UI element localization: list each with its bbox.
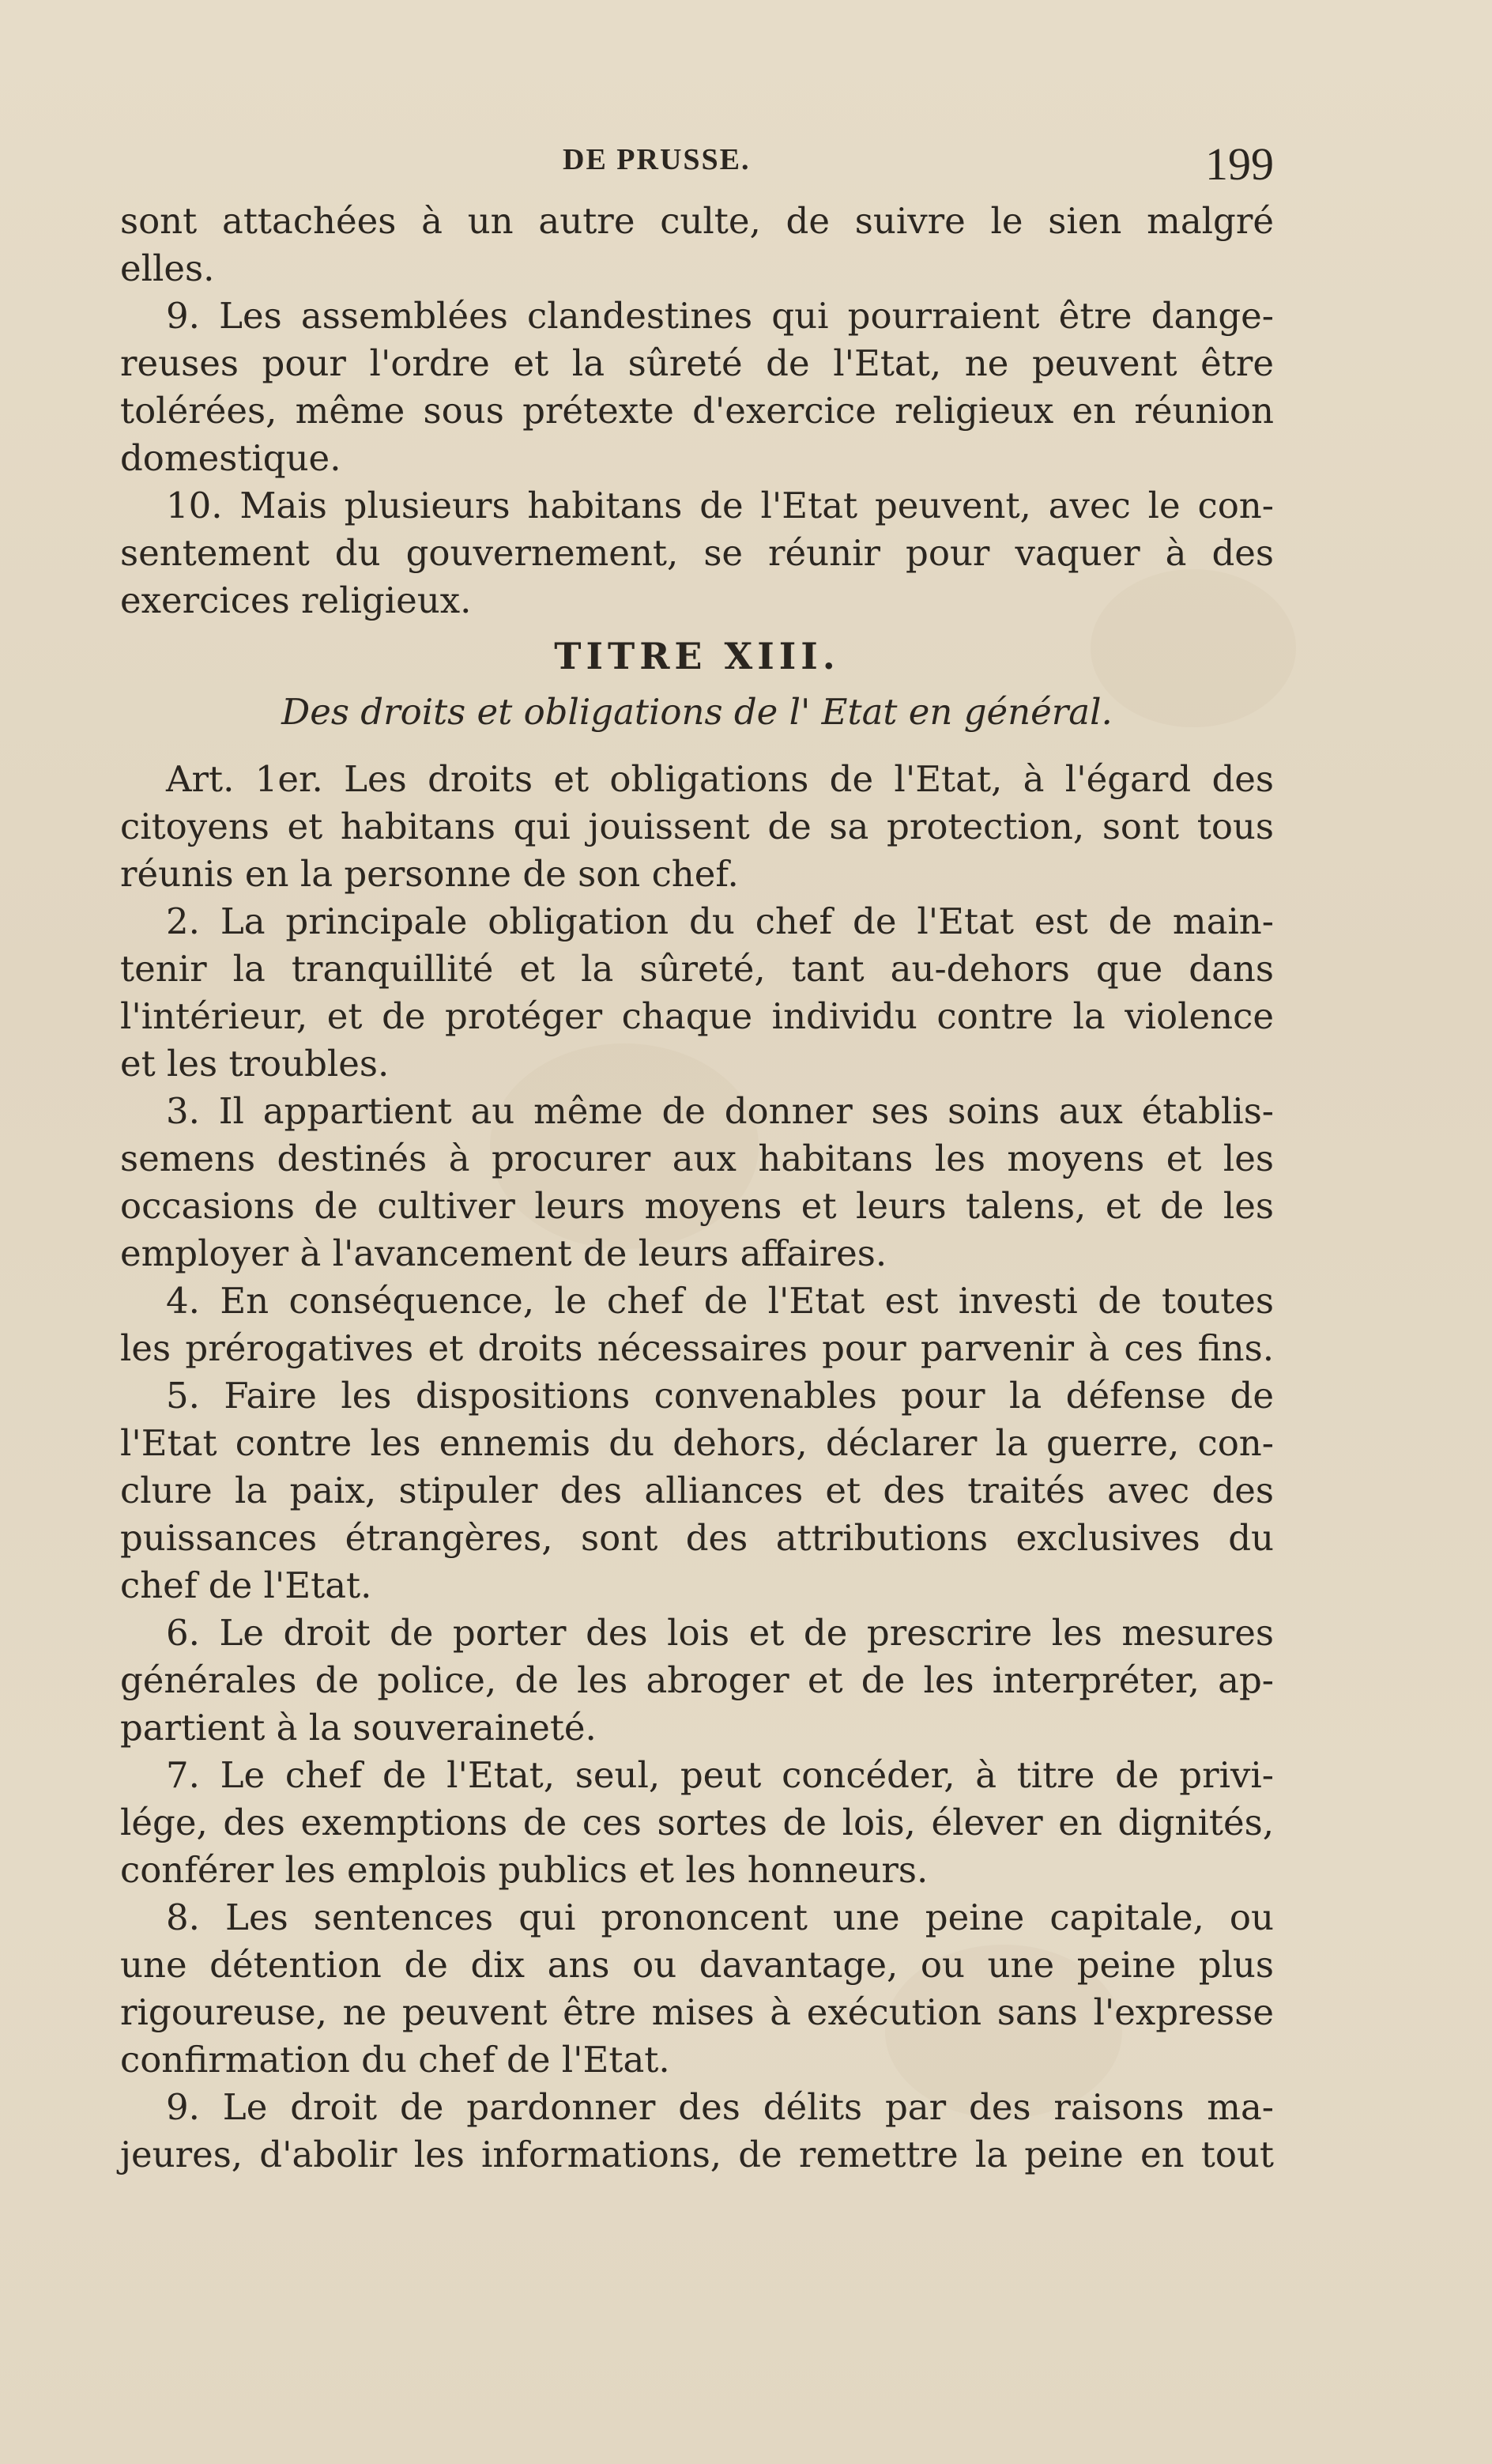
text-line: rigoureuse, ne peuvent être mises à exécution sans l'expresse [120,1991,1274,2033]
page-header [120,138,1274,198]
text-line: jeures, d'abolir les informations, de remettre la peine en tout [120,2134,1274,2175]
text-line: lége, des exemptions de ces sortes de lois, élever en dignités, [120,1802,1274,1843]
text-line: exercices religieux. [120,579,472,621]
text-line: 8. Les sentences qui prononcent une peine capitale, ou [166,1896,1274,1938]
section-title: TITRE XIII. [554,635,840,677]
running-head: DE PRUSSE. [563,143,751,176]
text-line: l'intérieur, et de protéger chaque individu contre la violence [120,995,1274,1037]
text-line: générales de police, de les abroger et de les interpréter, ap- [120,1659,1274,1701]
text-line: confirmation du chef de l'Etat. [120,2039,670,2081]
text-line: chef de l'Etat. [120,1564,372,1606]
text-line: 5. Faire les dispositions convenables pour la défense de [166,1375,1274,1417]
text-line: 9. Les assemblées clandestines qui pourraient être dange- [166,295,1274,337]
text-line: une détention de dix ans ou davantage, ou une peine plus [120,1944,1274,1986]
text-line: 3. Il appartient au même de donner ses soins aux établis- [166,1090,1274,1132]
text-line: employer à l'avancement de leurs affaires. [120,1232,887,1274]
text-line: 7. Le chef de l'Etat, seul, peut concéder, à titre de privi- [166,1754,1274,1796]
text-line: réunis en la personne de son chef. [120,853,739,895]
text-line: les prérogatives et droits nécessaires pour parvenir à ces fins. [120,1327,1274,1369]
text-line: 6. Le droit de porter des lois et de prescrire les mesures [166,1612,1274,1654]
text-line: 2. La principale obligation du chef de l'Etat est de main- [166,900,1274,942]
text-line: partient à la souveraineté. [120,1707,597,1749]
text-line: occasions de cultiver leurs moyens et leurs talens, et de les [120,1185,1274,1227]
section-subtitle: Des droits et obligations de l' Etat en général. [281,691,1113,733]
text-line: sentement du gouvernement, se réunir pour vaquer à des [120,532,1274,574]
text-block [120,138,1274,2179]
text-line: reuses pour l'ordre et la sûreté de l'Etat, ne peuvent être [120,342,1274,384]
text-line: 10. Mais plusieurs habitans de l'Etat peuvent, avec le con- [166,485,1274,526]
paragraphs-after-title [120,756,1274,2179]
text-line: sont attachées à un autre culte, de suivre le sien malgré [120,200,1274,242]
page-number: 199 [1205,138,1274,190]
text-line: et les troubles. [120,1043,390,1085]
paragraphs-before-title [120,198,1274,624]
text-line: l'Etat contre les ennemis du dehors, déclarer la guerre, con- [120,1422,1274,1464]
text-line: tolérées, même sous prétexte d'exercice religieux en réunion [120,390,1274,432]
text-line: 4. En conséquence, le chef de l'Etat est investi de toutes [166,1280,1274,1322]
text-line: clure la paix, stipuler des alliances et des traités avec des [120,1470,1274,1511]
text-line: citoyens et habitans qui jouissent de sa protection, sont tous [120,806,1274,847]
text-line: domestique. [120,437,341,479]
text-line: elles. [120,247,215,289]
text-line: conférer les emplois publics et les honneurs. [120,1849,929,1891]
text-line: 9. Le droit de pardonner des délits par des raisons ma- [166,2086,1274,2128]
text-line: tenir la tranquillité et la sûreté, tant au-dehors que dans [120,948,1274,990]
text-line: Art. 1er. Les droits et obligations de l'Etat, à l'égard des [166,758,1274,800]
text-line: semens destinés à procurer aux habitans les moyens et les [120,1138,1274,1179]
text-line: puissances étrangères, sont des attributions exclusives du [120,1517,1274,1559]
